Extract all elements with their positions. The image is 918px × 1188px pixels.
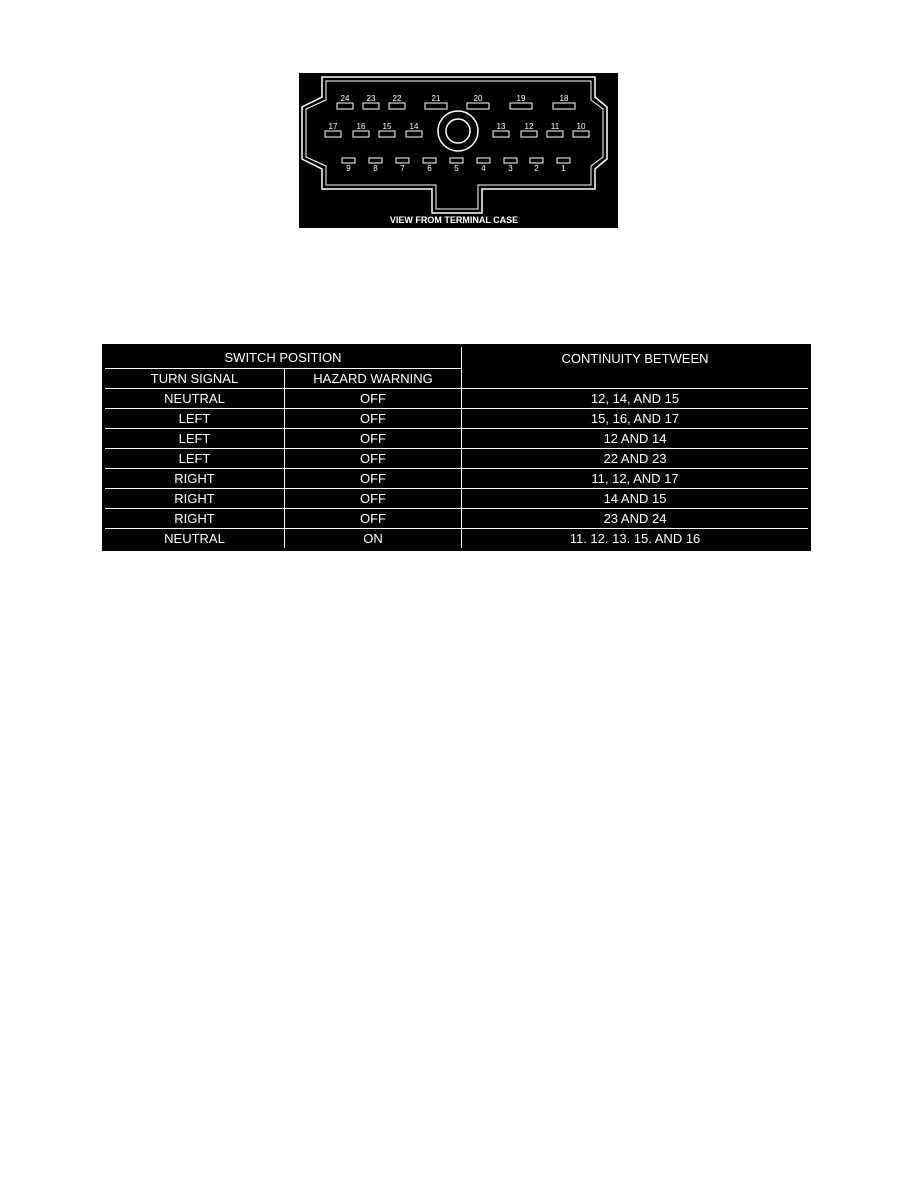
cell-continuity: 12 AND 14 xyxy=(462,429,810,449)
terminal-12-slot xyxy=(521,131,537,137)
terminal-7-label: 7 xyxy=(400,164,405,173)
cell-turn-signal: NEUTRAL xyxy=(104,389,285,409)
cell-hazard-warning: OFF xyxy=(285,429,462,449)
terminal-18-label: 18 xyxy=(559,94,569,103)
terminal-6-label: 6 xyxy=(427,164,432,173)
terminal-6-slot xyxy=(423,158,436,163)
cell-turn-signal: LEFT xyxy=(104,409,285,429)
table-row xyxy=(104,409,810,429)
header-turn-signal: TURN SIGNAL xyxy=(104,369,285,389)
cell-continuity: 22 AND 23 xyxy=(462,449,810,469)
terminal-9-slot xyxy=(342,158,355,163)
continuity-table xyxy=(102,344,811,551)
terminal-23-label: 23 xyxy=(366,94,376,103)
connector-drawing xyxy=(299,73,618,228)
center-hole-outer xyxy=(438,111,478,151)
terminal-8-label: 8 xyxy=(373,164,378,173)
cell-turn-signal: LEFT xyxy=(104,449,285,469)
center-hole-inner xyxy=(446,119,470,143)
terminal-24-label: 24 xyxy=(340,94,350,103)
cell-hazard-warning: ON xyxy=(285,529,462,550)
terminal-19-label: 19 xyxy=(516,94,526,103)
terminal-10-slot xyxy=(573,131,589,137)
terminal-13-slot xyxy=(493,131,509,137)
terminal-1-label: 1 xyxy=(561,164,566,173)
cell-turn-signal: NEUTRAL xyxy=(104,529,285,550)
cell-continuity: 11, 12, AND 17 xyxy=(462,469,810,489)
cell-hazard-warning: OFF xyxy=(285,509,462,529)
table-row xyxy=(104,429,810,449)
terminal-21-slot xyxy=(425,103,447,109)
header-hazard-warning: HAZARD WARNING xyxy=(285,369,462,389)
terminal-23-slot xyxy=(363,103,379,109)
terminal-15-label: 15 xyxy=(382,122,392,131)
table-row xyxy=(104,449,810,469)
terminal-22-slot xyxy=(389,103,405,109)
terminal-5-slot xyxy=(450,158,463,163)
connector-diagram xyxy=(299,73,618,228)
cell-hazard-warning: OFF xyxy=(285,409,462,429)
terminal-16-slot xyxy=(353,131,369,137)
terminal-22-label: 22 xyxy=(392,94,402,103)
terminal-20-label: 20 xyxy=(473,94,483,103)
terminal-11-slot xyxy=(547,131,563,137)
cell-turn-signal: RIGHT xyxy=(104,469,285,489)
terminal-3-label: 3 xyxy=(508,164,513,173)
cell-turn-signal: LEFT xyxy=(104,429,285,449)
header-switch-position: SWITCH POSITION xyxy=(104,346,462,369)
figure-caption: VIEW FROM TERMINAL CASE xyxy=(389,215,519,225)
terminal-2-slot xyxy=(530,158,543,163)
header-continuity-between: CONTINUITY BETWEEN xyxy=(462,346,810,389)
terminal-10-label: 10 xyxy=(576,122,586,131)
terminal-17-label: 17 xyxy=(328,122,338,131)
terminal-20-slot xyxy=(467,103,489,109)
terminal-21-label: 21 xyxy=(431,94,441,103)
terminal-12-label: 12 xyxy=(524,122,534,131)
terminal-17-slot xyxy=(325,131,341,137)
cell-continuity: 12, 14, AND 15 xyxy=(462,389,810,409)
terminal-2-label: 2 xyxy=(534,164,539,173)
terminal-15-slot xyxy=(379,131,395,137)
cell-hazard-warning: OFF xyxy=(285,469,462,489)
terminal-19-slot xyxy=(510,103,532,109)
terminal-7-slot xyxy=(396,158,409,163)
terminal-16-label: 16 xyxy=(356,122,366,131)
cell-hazard-warning: OFF xyxy=(285,489,462,509)
table-row xyxy=(104,509,810,529)
terminal-5-label: 5 xyxy=(454,164,459,173)
cell-continuity: 15, 16, AND 17 xyxy=(462,409,810,429)
terminal-14-slot xyxy=(406,131,422,137)
table-row xyxy=(104,389,810,409)
terminal-4-slot xyxy=(477,158,490,163)
table-row xyxy=(104,529,810,550)
terminal-8-slot xyxy=(369,158,382,163)
cell-continuity: 11. 12. 13. 15. AND 16 xyxy=(462,529,810,550)
cell-continuity: 14 AND 15 xyxy=(462,489,810,509)
cell-continuity: 23 AND 24 xyxy=(462,509,810,529)
cell-turn-signal: RIGHT xyxy=(104,509,285,529)
terminal-24-slot xyxy=(337,103,353,109)
terminal-11-label: 11 xyxy=(550,122,560,131)
table-row xyxy=(104,489,810,509)
connector-housing-inner xyxy=(306,81,603,209)
cell-hazard-warning: OFF xyxy=(285,389,462,409)
terminal-9-label: 9 xyxy=(346,164,351,173)
terminal-14-label: 14 xyxy=(409,122,419,131)
terminal-3-slot xyxy=(504,158,517,163)
terminal-18-slot xyxy=(553,103,575,109)
cell-turn-signal: RIGHT xyxy=(104,489,285,509)
cell-hazard-warning: OFF xyxy=(285,449,462,469)
terminal-1-slot xyxy=(557,158,570,163)
table-row xyxy=(104,469,810,489)
terminal-13-label: 13 xyxy=(496,122,506,131)
terminal-4-label: 4 xyxy=(481,164,486,173)
